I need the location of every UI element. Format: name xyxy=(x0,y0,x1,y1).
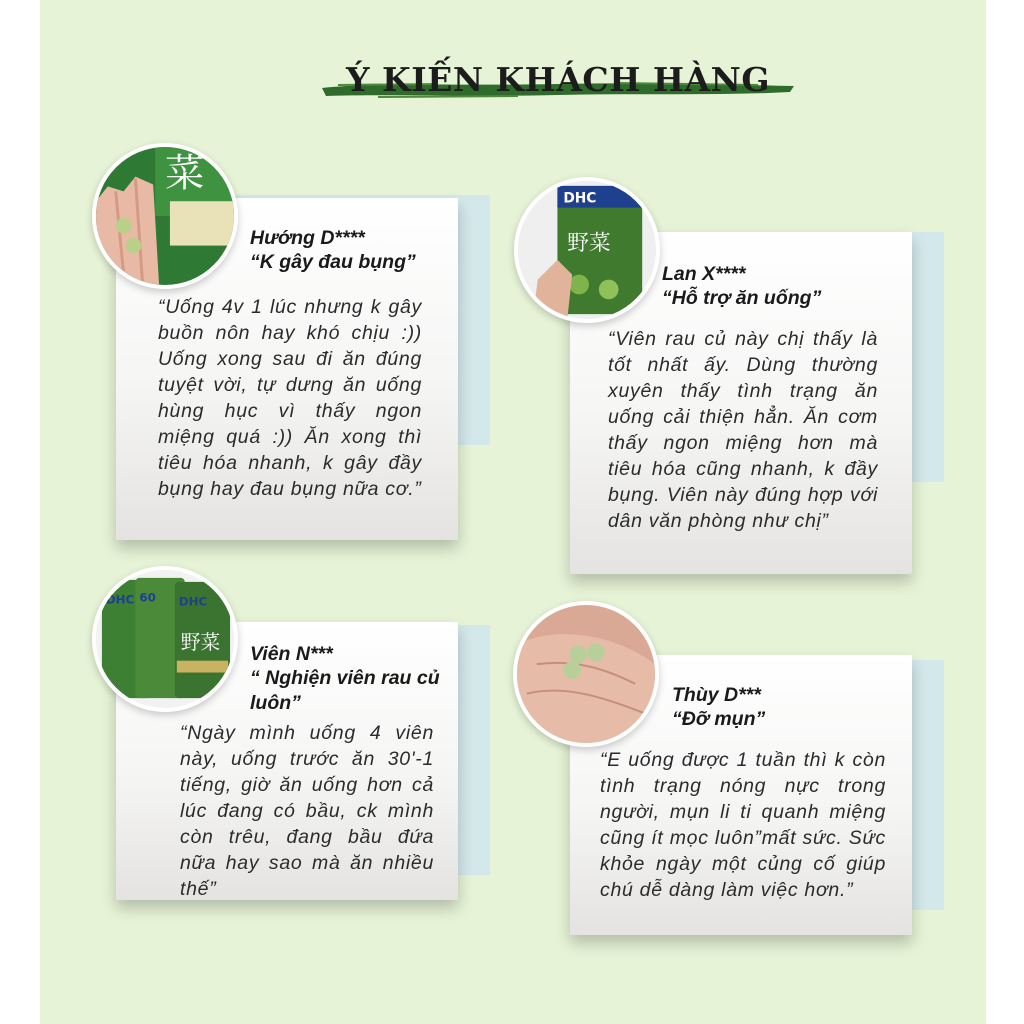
svg-text:60: 60 xyxy=(139,590,156,605)
page-title: Ý KIẾN KHÁCH HÀNG xyxy=(346,60,770,99)
testimonial-page xyxy=(40,0,986,1024)
reviewer-photo-3 xyxy=(92,566,238,712)
svg-text:DHC: DHC xyxy=(178,594,208,609)
review-text: “Viên rau củ này chị thấy là tốt nhất ấy. Dùng thường xuyên thấy tình trạng ăn uống cải thiện hẳn. Ăn cơm thấy ngon miệng hơn mà tiêu hóa cũng nhanh, k đầy bụng. Viên này đúng hợp với dân văn phòng như chị” xyxy=(608,328,878,532)
svg-text:DHC: DHC xyxy=(563,190,597,207)
reviewer-name: Thùy D*** xyxy=(672,684,761,706)
review-text: “E uống được 1 tuần thì k còn tình trạng nóng nực trong người, mụn li ti quanh miệng cũng ít mọc luôn”mất sức. Sức khỏe ngày một củng cố giúp chú dễ dàng làm việc hơn.” xyxy=(600,749,886,901)
review-headline: “ Nghiện viên rau củ luôn” xyxy=(250,667,440,714)
svg-text:菜: 菜 xyxy=(165,150,205,197)
reviewer-photo-2 xyxy=(514,177,660,323)
review-text: “Ngày mình uống 4 viên này, uống trước ăn 30'-1 tiếng, giờ ăn uống hơn cả lúc đang có bầu, ck mình còn trêu, đang bầu đứa nữa hay sao mà ăn nhiều thế” xyxy=(180,722,434,900)
reviewer-name: Hướng D**** xyxy=(250,227,365,249)
supplement-package-photo-icon xyxy=(518,181,656,319)
reviewer-photo-1 xyxy=(92,143,238,289)
review-headline: “Hỗ trợ ăn uống” xyxy=(662,287,822,309)
section-header xyxy=(318,58,798,110)
review-headline: “K gây đau bụng” xyxy=(250,251,416,273)
tablets-in-palm-photo-icon xyxy=(517,605,655,743)
svg-text:野菜: 野菜 xyxy=(567,231,611,256)
supplement-packages-photo-icon xyxy=(96,570,234,708)
review-text: “Uống 4v 1 lúc nhưng k gây buồn nôn hay khó chịu :)) Uống xong sau đi ăn đúng tuyệt vời, tự dưng ăn uống hùng hục vì thấy ngon miệng quá :)) Ăn xong thì tiêu hóa nhanh, k gây đầy bụng hay đau bụng nữa cơ.” xyxy=(158,296,422,500)
reviewer-name: Viên N*** xyxy=(250,643,333,665)
review-headline: “Đỡ mụn” xyxy=(672,708,766,730)
reviewer-photo-4 xyxy=(513,601,659,747)
svg-text:DHC: DHC xyxy=(105,592,135,607)
reviewer-name: Lan X**** xyxy=(662,263,746,285)
svg-text:野菜: 野菜 xyxy=(180,630,221,654)
hand-holding-tablets-photo-icon xyxy=(96,147,234,285)
